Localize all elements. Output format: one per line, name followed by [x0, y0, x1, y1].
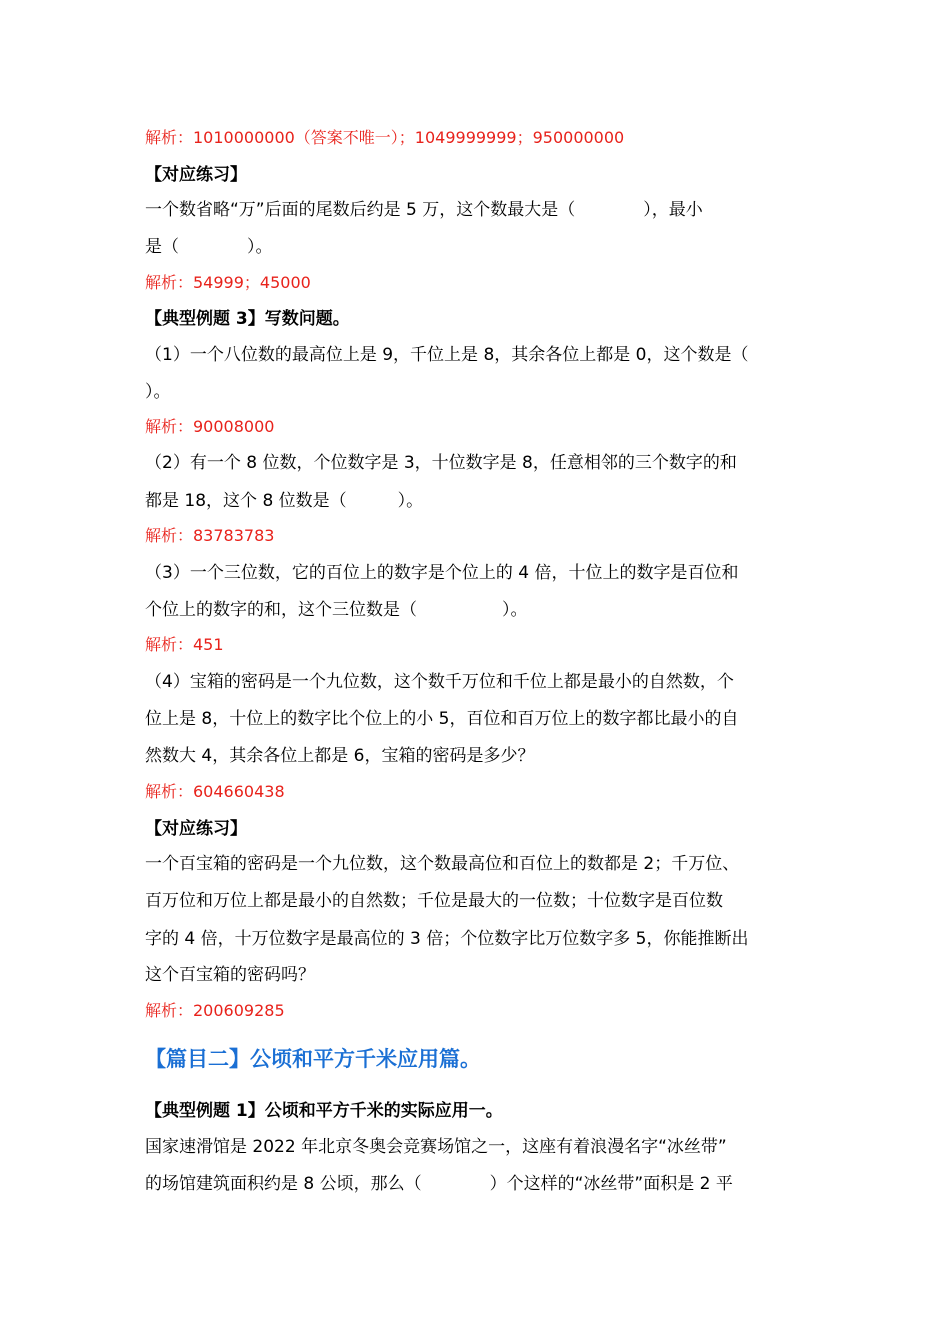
practice-heading: 【对应练习】 — [145, 819, 247, 839]
answer-line: 解析：1010000000（答案不唯一）；1049999999；950000000 — [145, 128, 625, 147]
answer-line: 解析：90008000 — [145, 417, 275, 436]
question-line: 个位上的数字的和，这个三位数是（ ）。 — [145, 600, 528, 620]
question-line: （3）一个三位数，它的百位上的数字是个位上的 4 倍，十位上的数字是百位和 — [145, 563, 739, 583]
question-line: 然数大 4，其余各位上都是 6，宝箱的密码是多少？ — [145, 746, 535, 766]
question-line: ）。 — [145, 382, 171, 402]
question-line: 这个百宝箱的密码吗？ — [145, 965, 315, 985]
question-line: （2）有一个 8 位数，个位数字是 3，十位数字是 8，任意相邻的三个数字的和 — [145, 453, 737, 473]
practice-heading: 【对应练习】 — [145, 165, 247, 185]
question-line: 一个百宝箱的密码是一个九位数，这个数最高位和百位上的数都是 2；千万位、 — [145, 854, 740, 874]
question-line: 位上是 8，十位上的数字比个位上的小 5，百位和百万位上的数字都比最小的自 — [145, 709, 739, 729]
question-line: 的场馆建筑面积约是 8 公顷，那么（ ）个这样的“冰丝带”面积是 2 平 — [145, 1174, 733, 1194]
question-line: 是（ ）。 — [145, 237, 273, 257]
question-line: （1）一个八位数的最高位上是 9，千位上是 8，其余各位上都是 0，这个数是（ — [145, 345, 749, 365]
question-line: 百万位和万位上都是最小的自然数；千位是最大的一位数；十位数字是百位数 — [145, 891, 723, 911]
example-heading: 【典型例题 1】公顷和平方千米的实际应用一。 — [145, 1101, 503, 1121]
answer-line: 解析：200609285 — [145, 1001, 285, 1020]
answer-line: 解析：83783783 — [145, 526, 275, 545]
example-heading: 【典型例题 3】写数问题。 — [145, 309, 350, 329]
question-line: 一个数省略“万”后面的尾数后约是 5 万，这个数最大是（ ），最小 — [145, 200, 703, 220]
answer-line: 解析：451 — [145, 635, 224, 654]
answer-line: 解析：604660438 — [145, 782, 285, 801]
section-title: 【篇目二】公顷和平方千米应用篇。 — [145, 1047, 481, 1071]
question-line: （4）宝箱的密码是一个九位数，这个数千万位和千位上都是最小的自然数，个 — [145, 672, 734, 692]
question-line: 都是 18，这个 8 位数是（ ）。 — [145, 491, 424, 511]
question-line: 国家速滑馆是 2022 年北京冬奥会竞赛场馆之一，这座有着浪漫名字“冰丝带” — [145, 1137, 727, 1157]
question-line: 字的 4 倍，十万位数字是最高位的 3 倍；个位数字比万位数字多 5，你能推断出 — [145, 929, 749, 949]
answer-line: 解析：54999；45000 — [145, 273, 311, 292]
